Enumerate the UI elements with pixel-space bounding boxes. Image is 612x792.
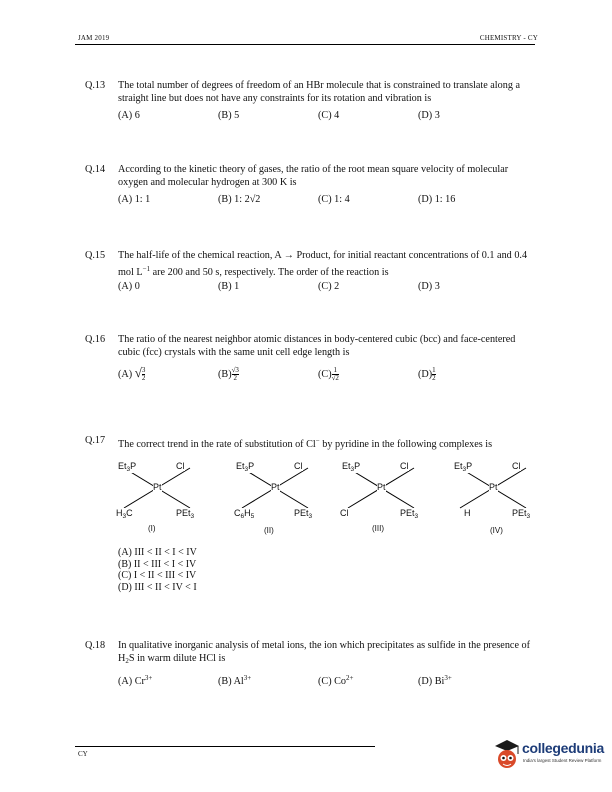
options — [118, 110, 538, 124]
option-b — [218, 672, 251, 689]
metal-center: Pt — [377, 482, 386, 492]
option-d: (D) 3 — [418, 281, 440, 292]
question-text — [118, 640, 536, 667]
option-d — [418, 672, 452, 689]
option-a: (A) III < II < I < IV — [118, 547, 197, 558]
text-part: In qualitative inorganic analysis of metal ions, the ion which precipitates as sulfide in the presence of H — [118, 640, 531, 664]
ligand-top-left: $Et_3P$ — [118, 461, 137, 473]
superscript: − — [315, 437, 320, 445]
complex-label: (I) — [148, 524, 156, 533]
option-c — [318, 367, 339, 382]
option-d — [418, 367, 436, 382]
charge: 3+ — [444, 674, 452, 682]
footer-left: CY — [78, 750, 88, 758]
option-a: (A) 0 — [118, 281, 140, 292]
charge: 2+ — [346, 674, 354, 682]
option-d: (D) III < II < IV < I — [118, 581, 197, 593]
text-part: by pyridine in the following complexes is — [319, 439, 493, 450]
metal-center: Pt — [153, 482, 162, 492]
complex-1 — [112, 458, 202, 538]
metal-center: Pt — [271, 482, 280, 492]
option-a: (A) 1: 1 — [118, 194, 151, 205]
option-label: (D) — [418, 368, 433, 380]
numerator: √3 — [231, 366, 239, 374]
question-text — [118, 250, 536, 279]
complex-4 — [448, 458, 538, 538]
option-d: (D) 1: 16 — [418, 194, 456, 205]
options — [118, 367, 538, 389]
text-part: are 200 and 50 s, respectively. The order of the reaction is — [150, 266, 389, 278]
numerator: 1 — [333, 366, 338, 374]
option-c: (C) I < II < III < IV — [118, 570, 197, 581]
complex-2 — [230, 458, 320, 538]
option-label: (C) Co — [318, 676, 347, 687]
footer-rule — [75, 746, 375, 747]
fraction — [142, 367, 146, 382]
ligand-bottom-left: $H_3C$ — [116, 508, 133, 520]
option-b: (B) II < III < I < IV — [118, 558, 197, 570]
option-label: (A) Cr — [118, 676, 145, 687]
brand-tagline: India's largest Student Review Platform — [523, 758, 602, 763]
ligand-top-left: $Et_3P$ — [454, 461, 473, 473]
ligand-top-left: $Et_3P$ — [236, 461, 255, 473]
ligand-bottom-left: Cl — [340, 508, 349, 518]
ligand-bottom-right: PEt$_3$ — [176, 508, 195, 520]
ligand-top-right: Cl — [512, 461, 521, 471]
text-part: The half-life of the chemical reaction, A → Product, for initial reactant concentrations of 0.1 and 0.4 mol L — [118, 250, 528, 278]
charge: 3+ — [144, 674, 153, 682]
question-text — [118, 435, 536, 452]
option-b: (B) 1: 2√2 — [218, 194, 261, 205]
brand-name: collegedunia — [522, 740, 604, 756]
options — [118, 547, 197, 593]
sqrt-symbol: √ — [134, 365, 142, 380]
option-c: (C) 4 — [318, 110, 340, 121]
option-b: (B) 5 — [218, 110, 240, 121]
question-number: Q.16 — [85, 334, 106, 345]
option-d: (D) 3 — [418, 110, 440, 121]
ligand-bottom-right: PEt$_3$ — [512, 508, 531, 520]
text-part: S in warm dilute HCl is — [128, 652, 226, 664]
fraction — [232, 367, 239, 382]
ligand-top-right: Cl — [400, 461, 409, 471]
option-c: (C) 2 — [318, 281, 340, 292]
options — [118, 281, 538, 295]
option-label: (B) — [218, 368, 232, 380]
options — [118, 672, 538, 686]
option-a — [118, 367, 145, 382]
ligand-top-left: $Et_3P$ — [342, 461, 361, 473]
complex-3 — [336, 458, 426, 538]
question-text: The ratio of the nearest neighbor atomic distances in body-centered cubic (bcc) and face-centered cubic (fcc) crystals with the same unit cell edge length is — [118, 334, 516, 358]
ligand-top-right: Cl — [176, 461, 185, 471]
option-label: (C) — [318, 368, 332, 380]
question-text: The total number of degrees of freedom of an HBr molecule that is constrained to translate along a straight line but does not have any constraints for its rotation and vibration is — [118, 80, 520, 104]
ligand-bottom-left: H — [464, 508, 471, 518]
collegedunia-logo — [492, 735, 604, 775]
header-left: JAM 2019 — [78, 34, 110, 42]
ligand-bottom-right: PEt$_3$ — [294, 508, 313, 520]
question-number: Q.17 — [85, 435, 106, 446]
complex-label: (III) — [372, 524, 384, 533]
option-b — [218, 367, 239, 382]
option-c: (C) 1: 4 — [318, 194, 350, 205]
metal-center: Pt — [489, 482, 498, 492]
option-c — [318, 672, 353, 689]
graduate-mascot-icon — [492, 737, 522, 773]
denominator: 2 — [141, 374, 146, 383]
option-label: (A) — [118, 369, 133, 380]
option-label: (D) Bi — [418, 676, 445, 687]
question-number: Q.13 — [85, 80, 106, 91]
option-a — [118, 672, 152, 689]
question-text: According to the kinetic theory of gases, the ratio of the root mean square velocity of molecular oxygen and molecular hydrogen at 300 K is — [118, 164, 509, 188]
ligand-bottom-right: PEt$_3$ — [400, 508, 419, 520]
denominator: √2 — [331, 374, 339, 382]
question-number: Q.15 — [85, 250, 106, 261]
superscript: −1 — [142, 264, 151, 273]
complex-label: (II) — [264, 526, 274, 535]
denominator: 2 — [233, 374, 238, 382]
header-right: CHEMISTRY - CY — [479, 34, 538, 42]
numerator: 3 — [141, 366, 146, 375]
subscript: 2 — [125, 656, 129, 665]
fraction — [432, 367, 436, 382]
option-label: (B) Al — [218, 676, 244, 687]
complex-label: (IV) — [490, 526, 503, 535]
fraction — [332, 367, 339, 382]
charge: 3+ — [243, 674, 252, 682]
numerator: 1 — [432, 366, 436, 374]
ligand-bottom-left: $C_6H_5$ — [234, 508, 255, 520]
option-a: (A) 6 — [118, 110, 140, 121]
header-rule — [75, 44, 535, 45]
question-number: Q.18 — [85, 640, 106, 651]
question-number: Q.14 — [85, 164, 106, 175]
text-part: The correct trend in the rate of substitution of Cl — [118, 439, 316, 450]
denominator: 2 — [432, 374, 436, 382]
options — [118, 194, 538, 208]
option-b: (B) 1 — [218, 281, 240, 292]
ligand-top-right: Cl — [294, 461, 303, 471]
